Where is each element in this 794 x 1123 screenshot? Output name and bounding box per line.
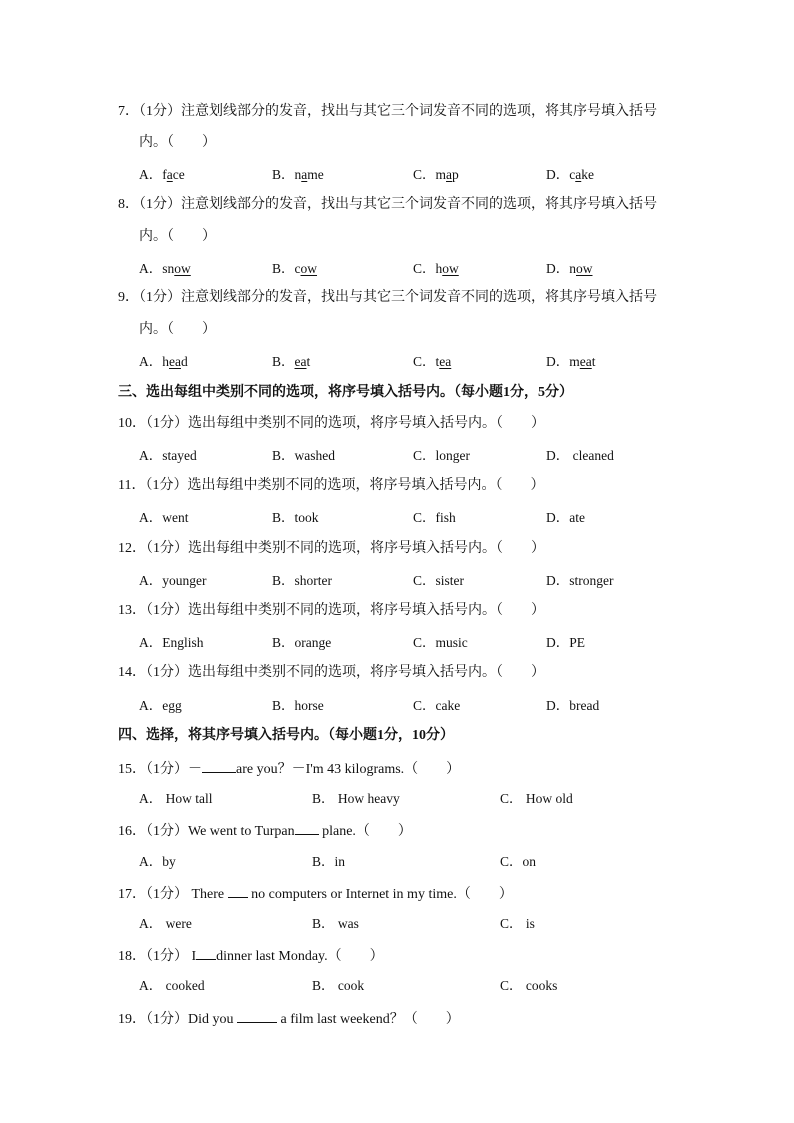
- word-part: n: [294, 167, 302, 182]
- option-label: C．: [413, 261, 436, 276]
- word-part: n: [569, 261, 576, 276]
- stem-text: a film last weekend？（ ）: [277, 1012, 460, 1027]
- stem-text: 18．（1分） I: [118, 949, 197, 964]
- question-9-option-a[interactable]: [139, 353, 188, 371]
- question-9-stem-cont: 内。（ ）: [139, 322, 216, 337]
- question-8-option-b[interactable]: [272, 260, 317, 278]
- question-9-option-b[interactable]: [272, 353, 310, 371]
- question-19-stem: [118, 1009, 460, 1029]
- question-12-option-c[interactable]: C．sister: [413, 573, 465, 588]
- word-part: ce: [172, 167, 185, 182]
- underlined-part: a: [166, 167, 173, 182]
- answer-blank[interactable]: [196, 946, 216, 960]
- underlined-part: a: [301, 167, 308, 182]
- stem-text: 15．（1分）－: [118, 762, 202, 777]
- question-10-option-d[interactable]: D． cleaned: [546, 448, 614, 463]
- word-part: c: [569, 167, 576, 182]
- underlined-part: ow: [442, 261, 459, 276]
- question-9-option-d[interactable]: [546, 353, 596, 371]
- question-10-option-a[interactable]: A．stayed: [139, 448, 197, 463]
- underlined-part: ea: [579, 354, 592, 369]
- question-12-option-d[interactable]: D．stronger: [546, 573, 614, 588]
- underlined-part: a: [446, 167, 453, 182]
- word-part: me: [307, 167, 324, 182]
- question-15-stem: [118, 759, 460, 779]
- question-11-option-d[interactable]: D．ate: [546, 510, 585, 525]
- question-8-option-c[interactable]: [413, 260, 459, 278]
- option-label: D．: [546, 167, 570, 182]
- word-part: m: [569, 354, 580, 369]
- underlined-part: ea: [294, 354, 307, 369]
- question-18-option-b[interactable]: B． cook: [312, 978, 365, 993]
- option-label: D．: [546, 261, 570, 276]
- underlined-part: ow: [300, 261, 318, 276]
- underlined-part: ea: [169, 354, 181, 369]
- question-12-option-a[interactable]: A．younger: [139, 573, 207, 588]
- question-7-option-a[interactable]: [139, 166, 185, 184]
- question-10-option-b[interactable]: B．washed: [272, 448, 335, 463]
- question-8-option-d[interactable]: [546, 260, 593, 278]
- word-part: m: [435, 167, 447, 182]
- question-14-option-b[interactable]: B．horse: [272, 698, 324, 713]
- option-label: A．: [139, 261, 163, 276]
- stem-text: plane.（ ）: [318, 824, 412, 839]
- question-10-option-c[interactable]: C．longer: [413, 448, 470, 463]
- option-label: A．: [139, 167, 163, 182]
- answer-blank[interactable]: [228, 884, 248, 898]
- option-label: B．: [272, 354, 295, 369]
- question-14-option-a[interactable]: A．egg: [139, 698, 182, 713]
- question-8-stem-cont: 内。（ ）: [139, 229, 216, 244]
- word-part: c: [294, 261, 301, 276]
- answer-blank[interactable]: [237, 1009, 277, 1023]
- underlined-part: a: [575, 167, 582, 182]
- question-14-option-c[interactable]: C．cake: [413, 698, 461, 713]
- question-16-stem: [118, 821, 412, 841]
- question-15-option-a[interactable]: A． How tall: [139, 791, 213, 806]
- question-16-option-b[interactable]: B．in: [312, 854, 346, 869]
- option-label: A．: [139, 354, 163, 369]
- stem-text: 17．（1分） There: [118, 887, 228, 902]
- question-14-option-d[interactable]: D．bread: [546, 698, 600, 713]
- question-7-option-b[interactable]: [272, 166, 324, 184]
- section-4-heading: 四、选择，将其序号填入括号内。（每小题1分，10分）: [118, 728, 454, 743]
- word-part: ke: [581, 167, 594, 182]
- word-part: t: [435, 354, 440, 369]
- question-12-stem: 12．（1分）选出每组中类别不同的选项，将序号填入括号内。（ ）: [118, 541, 545, 556]
- question-17-option-b[interactable]: B． was: [312, 916, 359, 931]
- question-16-option-c[interactable]: C．on: [500, 854, 537, 869]
- underlined-part: ow: [576, 261, 593, 276]
- question-14-stem: 14．（1分）选出每组中类别不同的选项，将序号填入括号内。（ ）: [118, 665, 545, 680]
- question-17-option-c[interactable]: C． is: [500, 916, 535, 931]
- question-13-option-b[interactable]: B．orange: [272, 635, 332, 650]
- option-label: C．: [413, 167, 436, 182]
- question-7-option-d[interactable]: [546, 166, 594, 184]
- stem-text: are you？－I'm 43 kilograms.（ ）: [236, 762, 461, 777]
- word-part: f: [162, 167, 167, 182]
- word-part: h: [162, 354, 169, 369]
- stem-text: dinner last Monday.（ ）: [216, 949, 384, 964]
- question-13-option-c[interactable]: C．music: [413, 635, 468, 650]
- option-label: B．: [272, 167, 295, 182]
- word-part: d: [180, 354, 188, 369]
- option-label: D．: [546, 354, 570, 369]
- word-part: t: [591, 354, 596, 369]
- question-18-option-c[interactable]: C． cooks: [500, 978, 558, 993]
- question-11-option-a[interactable]: A．went: [139, 510, 189, 525]
- question-9-stem: 9．（1分）注意划线部分的发音，找出与其它三个词发音不同的选项，将其序号填入括号: [118, 290, 657, 305]
- word-part: sn: [162, 261, 175, 276]
- question-8-stem: 8．（1分）注意划线部分的发音，找出与其它三个词发音不同的选项，将其序号填入括号: [118, 197, 657, 212]
- option-label: C．: [413, 354, 436, 369]
- question-7-option-c[interactable]: [413, 166, 459, 184]
- option-label: B．: [272, 261, 295, 276]
- question-7-stem-cont: 内。（ ）: [139, 135, 216, 150]
- question-11-option-c[interactable]: C．fish: [413, 510, 456, 525]
- question-11-option-b[interactable]: B．took: [272, 510, 319, 525]
- underlined-part: ow: [174, 261, 191, 276]
- question-13-stem: 13．（1分）选出每组中类别不同的选项，将序号填入括号内。（ ）: [118, 603, 545, 618]
- question-11-stem: 11．（1分）选出每组中类别不同的选项，将序号填入括号内。（ ）: [118, 478, 545, 493]
- underlined-part: ea: [439, 354, 452, 369]
- section-3-heading: 三、选出每组中类别不同的选项，将序号填入括号内。（每小题1分，5分）: [118, 385, 573, 400]
- answer-blank[interactable]: [295, 821, 319, 835]
- question-13-option-a[interactable]: A．English: [139, 635, 204, 650]
- stem-text: 19．（1分）Did you: [118, 1012, 237, 1027]
- question-9-option-c[interactable]: [413, 353, 451, 371]
- question-8-option-a[interactable]: [139, 260, 191, 278]
- question-18-stem: [118, 946, 384, 966]
- question-13-option-d[interactable]: D．PE: [546, 635, 586, 650]
- question-17-stem: [118, 884, 513, 904]
- word-part: t: [306, 354, 311, 369]
- stem-text: 16．（1分）We went to Turpan: [118, 824, 295, 839]
- question-10-stem: 10．（1分）选出每组中类别不同的选项，将序号填入括号内。（ ）: [118, 416, 545, 431]
- question-15-option-b[interactable]: B． How heavy: [312, 791, 400, 806]
- question-18-option-a[interactable]: A． cooked: [139, 978, 205, 993]
- question-16-option-a[interactable]: A．by: [139, 854, 176, 869]
- word-part: h: [435, 261, 443, 276]
- stem-text: no computers or Internet in my time.（ ）: [247, 887, 513, 902]
- question-15-option-c[interactable]: C． How old: [500, 791, 573, 806]
- question-12-option-b[interactable]: B．shorter: [272, 573, 332, 588]
- question-7-stem: 7．（1分）注意划线部分的发音，找出与其它三个词发音不同的选项，将其序号填入括号: [118, 104, 657, 119]
- answer-blank[interactable]: [202, 759, 236, 773]
- word-part: p: [452, 167, 459, 182]
- question-17-option-a[interactable]: A． were: [139, 916, 192, 931]
